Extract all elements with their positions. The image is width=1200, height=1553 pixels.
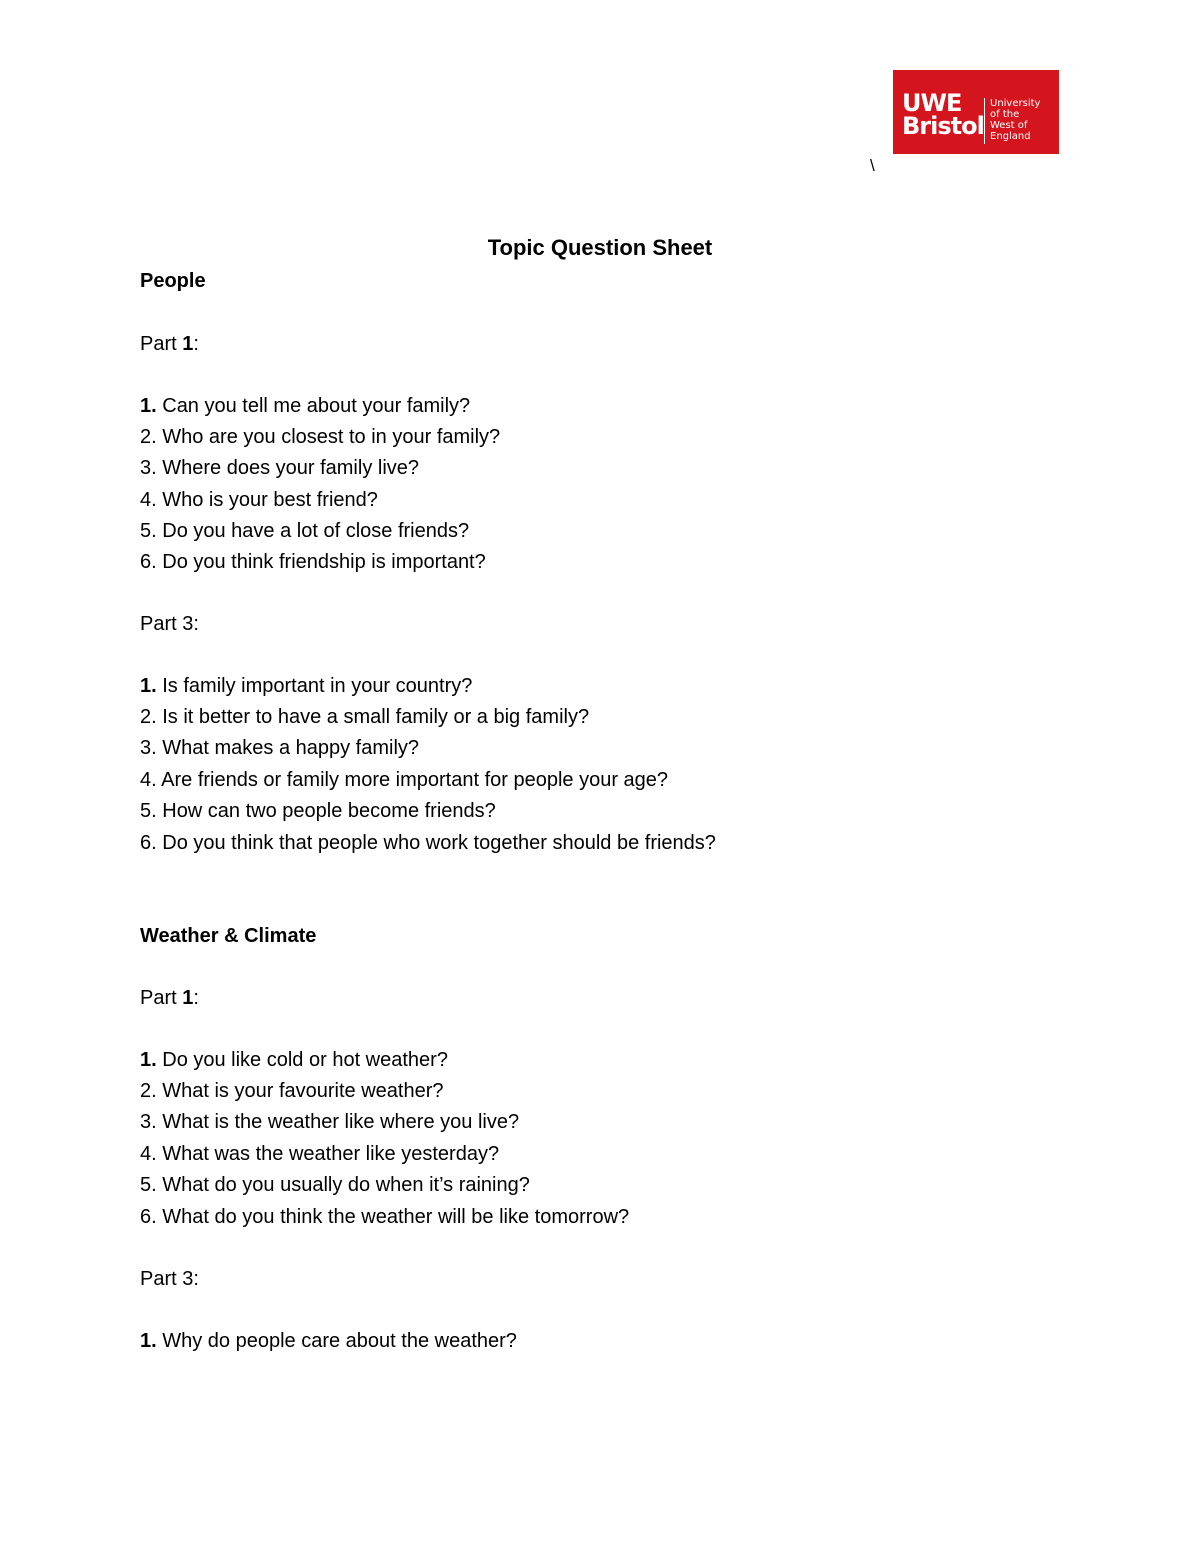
question-number: 1. bbox=[140, 675, 157, 697]
logo-divider bbox=[984, 98, 985, 144]
page-title: Topic Question Sheet bbox=[487, 235, 713, 260]
question-number: 3. bbox=[140, 737, 157, 759]
question-text: Why do people care about the weather? bbox=[156, 1330, 517, 1352]
question-item bbox=[140, 1047, 448, 1073]
logo-sub-line: of the bbox=[990, 109, 1020, 120]
part-label-text: Part bbox=[140, 333, 183, 355]
question-text: Do you think that people who work together should be friends? bbox=[156, 832, 716, 854]
question-number: 1. bbox=[140, 395, 157, 417]
section-heading-weather: Weather & Climate bbox=[140, 925, 317, 947]
question-item bbox=[140, 1078, 443, 1104]
logo-sub-line: England bbox=[990, 131, 1031, 142]
question-text: What was the weather like yesterday? bbox=[156, 1143, 500, 1165]
part-label: Part 3: bbox=[140, 1268, 199, 1290]
question-number: 6. bbox=[140, 832, 157, 854]
question-text: What is your favourite weather? bbox=[156, 1080, 444, 1102]
question-item bbox=[140, 455, 419, 481]
question-number: 2. bbox=[140, 706, 157, 728]
question-item bbox=[140, 830, 716, 856]
part-label bbox=[140, 985, 199, 1011]
part-label: Part 3: bbox=[140, 613, 199, 635]
question-number: 6. bbox=[140, 551, 157, 573]
question-item bbox=[140, 487, 378, 513]
logo-sub-line: University bbox=[990, 98, 1041, 109]
question-text: Is it better to have a small family or a big family? bbox=[156, 706, 590, 728]
logo-word-uwe: UWE bbox=[902, 89, 962, 117]
part-label bbox=[140, 331, 199, 357]
question-text: Can you tell me about your family? bbox=[156, 395, 471, 417]
question-item bbox=[140, 1109, 519, 1135]
question-text: Do you like cold or hot weather? bbox=[156, 1049, 448, 1071]
question-number: 5. bbox=[140, 800, 157, 822]
question-text: Are friends or family more important for people your age? bbox=[156, 769, 669, 791]
question-text: Do you have a lot of close friends? bbox=[156, 520, 470, 542]
question-number: 3. bbox=[140, 457, 157, 479]
question-item bbox=[140, 767, 668, 793]
question-text: Is family important in your country? bbox=[156, 675, 473, 697]
part-label-colon: : bbox=[193, 333, 199, 355]
question-item bbox=[140, 549, 486, 575]
logo-word-bristol: Bristol bbox=[902, 112, 984, 140]
question-item bbox=[140, 735, 419, 761]
question-number: 1. bbox=[140, 1330, 157, 1352]
logo-sub-line: West of bbox=[990, 120, 1028, 131]
question-number: 4. bbox=[140, 1143, 157, 1165]
question-text: How can two people become friends? bbox=[156, 800, 496, 822]
question-number: 4. bbox=[140, 489, 157, 511]
question-text: Who is your best friend? bbox=[156, 489, 378, 511]
question-item bbox=[140, 424, 500, 450]
logo-university-name bbox=[990, 98, 1040, 142]
question-item bbox=[140, 1328, 517, 1354]
question-text: Do you think friendship is important? bbox=[156, 551, 486, 573]
question-text: Who are you closest to in your family? bbox=[156, 426, 501, 448]
question-number: 1. bbox=[140, 1049, 157, 1071]
question-number: 5. bbox=[140, 520, 157, 542]
question-text: Where does your family live? bbox=[156, 457, 420, 479]
part-label-colon: : bbox=[193, 987, 199, 1009]
question-text: What is the weather like where you live? bbox=[156, 1111, 520, 1133]
question-text: What do you usually do when it’s raining? bbox=[156, 1174, 530, 1196]
question-item bbox=[140, 1204, 629, 1230]
part-label-number: 1 bbox=[182, 333, 194, 355]
question-number: 4. bbox=[140, 769, 157, 791]
question-item bbox=[140, 673, 472, 699]
question-number: 2. bbox=[140, 426, 157, 448]
question-item bbox=[140, 1172, 530, 1198]
question-item bbox=[140, 393, 470, 419]
question-item bbox=[140, 1141, 499, 1167]
section-heading-people: People bbox=[140, 270, 206, 292]
stray-backslash: \ bbox=[870, 156, 875, 175]
question-number: 6. bbox=[140, 1206, 157, 1228]
question-item bbox=[140, 518, 469, 544]
question-item bbox=[140, 704, 589, 730]
question-number: 5. bbox=[140, 1174, 157, 1196]
part-label-text: Part bbox=[140, 987, 183, 1009]
part-label-number: 1 bbox=[182, 987, 194, 1009]
logo-wordmark bbox=[902, 89, 984, 140]
question-number: 2. bbox=[140, 1080, 157, 1102]
question-text: What do you think the weather will be like tomorrow? bbox=[156, 1206, 630, 1228]
question-text: What makes a happy family? bbox=[156, 737, 420, 759]
question-number: 3. bbox=[140, 1111, 157, 1133]
question-item bbox=[140, 798, 496, 824]
uwe-bristol-logo bbox=[893, 70, 1059, 154]
